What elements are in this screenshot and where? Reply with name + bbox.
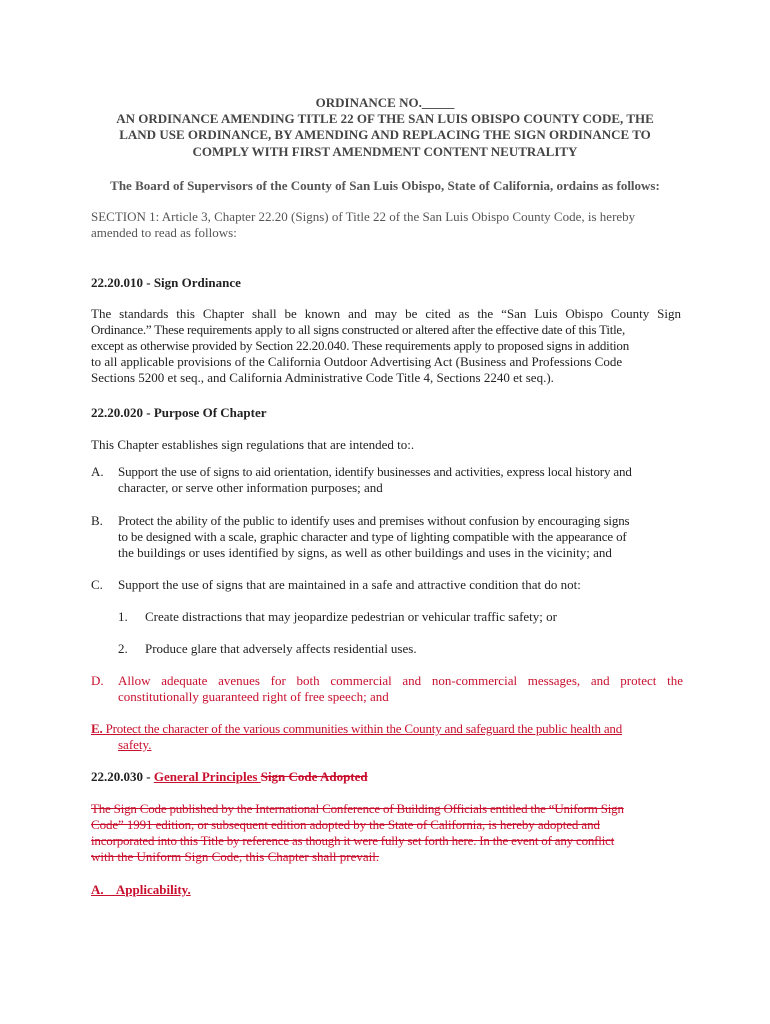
purpose-item-a — [91, 464, 683, 498]
subitem-number: 2. — [118, 641, 128, 656]
paragraph-line: Ordinance.” These requirements apply to all signs constructed or altered after the effective date of this Title, — [91, 322, 625, 337]
item-line: safety. — [118, 737, 152, 752]
section1-line-1: SECTION 1: Article 3, Chapter 22.20 (Signs) of Title 22 of the San Luis Obispo County Code, is hereby — [91, 209, 636, 224]
item-letter: B. — [91, 513, 103, 528]
purpose-item-e-inserted — [91, 721, 683, 755]
subitem-text: Create distractions that may jeopardize pedestrian or vehicular traffic safety; or — [145, 609, 557, 624]
deleted-line: with the Uniform Sign Code, this Chapter shall prevail. — [91, 849, 380, 864]
ordinance-title-line-3: COMPLY WITH FIRST AMENDMENT CONTENT NEUTRALITY — [192, 144, 578, 159]
subitem-text: Produce glare that adversely affects residential uses. — [145, 641, 417, 656]
item-letter: D. — [91, 673, 104, 688]
purpose-subitem-2 — [118, 641, 683, 659]
section-030-deleted-paragraph — [91, 801, 681, 865]
subitem-number: 1. — [118, 609, 128, 624]
item-line: constitutionally guaranteed right of free speech; and — [118, 689, 389, 704]
section-020-heading: 22.20.020 - Purpose Of Chapter — [91, 405, 267, 420]
purpose-subitem-1 — [118, 609, 683, 627]
ordinance-number-title: ORDINANCE NO._____ — [315, 95, 455, 110]
purpose-item-d-inserted — [91, 673, 683, 707]
purpose-item-b — [91, 513, 683, 563]
item-line: Allow adequate avenues for both commercial and non-commercial messages, and protect the — [118, 673, 683, 688]
section-010-paragraph — [91, 306, 681, 386]
paragraph-line: The standards this Chapter shall be known and may be cited as the “San Luis Obispo County Sign — [91, 306, 681, 321]
section-010-heading: 22.20.010 - Sign Ordinance — [91, 275, 241, 290]
item-line: Support the use of signs that are maintained in a safe and attractive condition that do not: — [118, 577, 581, 592]
item-line: to be designed with a scale, graphic character and type of lighting compatible with the appearance of — [118, 529, 627, 544]
item-line: the buildings or uses identified by signs, as well as other buildings and uses in the vicinity; and — [118, 545, 612, 560]
ordinance-title-line-2: LAND USE ORDINANCE, BY AMENDING AND REPLACING THE SIGN ORDINANCE TO — [119, 127, 651, 142]
section-030-deleted-title: Sign Code Adopted — [260, 769, 368, 784]
item-letter: A. — [91, 464, 104, 479]
paragraph-line: to all applicable provisions of the California Outdoor Advertising Act (Business and Professions Code — [91, 354, 623, 369]
section-030-number: 22.20.030 - — [91, 769, 154, 784]
item-line: Protect the ability of the public to identify uses and premises without confusion by encouraging signs — [118, 513, 630, 528]
ordains-statement: The Board of Supervisors of the County of San Luis Obispo, State of California, ordains as follows: — [110, 178, 660, 193]
deleted-line: Code” 1991 edition, or subsequent edition adopted by the State of California, is hereby adopted and — [91, 817, 600, 832]
deleted-line: The Sign Code published by the International Conference of Building Officials entitled the “Uniform Sign — [91, 801, 624, 816]
paragraph-line: except as otherwise provided by Section 22.20.040. These requirements apply to proposed signs in addition — [91, 338, 630, 353]
section1-line-2: amended to read as follows: — [91, 225, 237, 240]
ordinance-title-line-1: AN ORDINANCE AMENDING TITLE 22 OF THE SAN LUIS OBISPO COUNTY CODE, THE — [116, 111, 654, 126]
section-020-intro: This Chapter establishes sign regulations that are intended to:. — [91, 437, 415, 452]
section-030-inserted-title: General Principles — [153, 769, 261, 784]
item-line: Support the use of signs to aid orientation, identify businesses and activities, express local history and — [118, 464, 632, 479]
item-line: Protect the character of the various communities within the County and safeguard the public health and — [105, 721, 623, 736]
paragraph-line: Sections 5200 et seq., and California Administrative Code Title 4, Sections 2240 et seq.). — [91, 370, 554, 385]
applicability-heading: A. Applicability. — [91, 882, 191, 897]
item-letter: C. — [91, 577, 103, 592]
item-line: character, or serve other information purposes; and — [118, 480, 383, 495]
purpose-item-c — [91, 577, 683, 595]
section-030-heading — [91, 769, 368, 785]
deleted-line: incorporated into this Title by reference as though it were fully set forth here. In the event of any conflict — [91, 833, 615, 848]
item-letter: E. — [91, 721, 103, 736]
